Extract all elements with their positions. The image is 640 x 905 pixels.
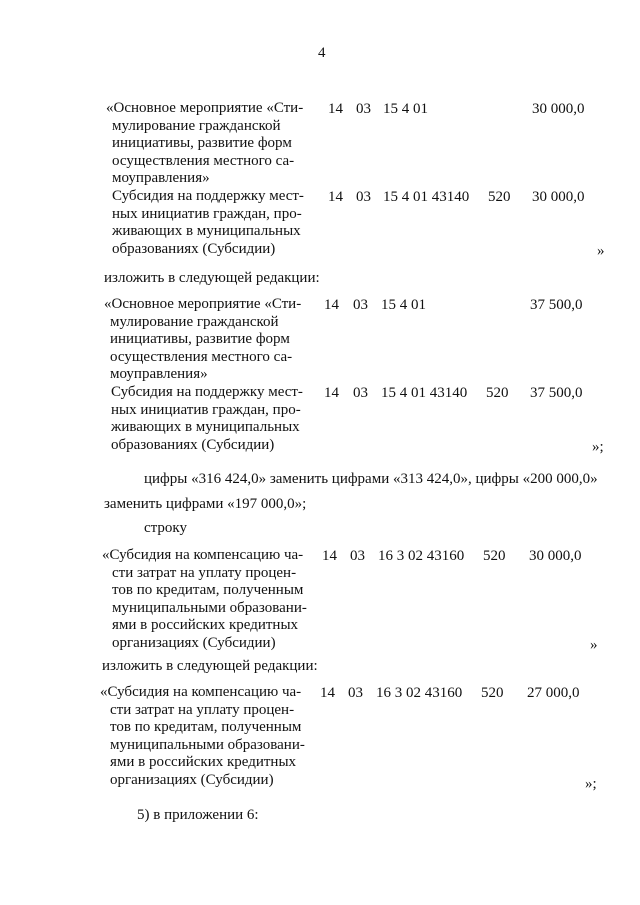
desc-line: образованиях (Субсидии): [112, 240, 276, 257]
pr-cell: 03: [353, 385, 368, 401]
desc-line: инициативы, развитие форм: [112, 135, 292, 152]
vr-cell: 520: [483, 548, 506, 564]
desc-line: моуправления»: [110, 366, 208, 383]
closing-quote: »: [597, 243, 605, 259]
desc-line: образованиях (Субсидии): [111, 436, 275, 453]
desc-line: ями в российских кредитных: [110, 754, 297, 771]
rz-cell: 14: [320, 685, 335, 701]
numbers-replacement-line1: цифры «316 424,0» заменить цифрами «313 424,0», цифры «200 000,0»: [144, 471, 598, 487]
desc-line: организациях (Субсидии): [112, 634, 276, 651]
pr-cell: 03: [350, 548, 365, 564]
csr-cell: 15 4 01 43140: [383, 189, 470, 205]
desc-line: «Субсидия на компенсацию ча-: [102, 547, 304, 563]
desc-line: ных инициатив граждан, про-: [111, 401, 301, 418]
closing-quote: »: [590, 637, 598, 653]
rz-cell: 14: [322, 548, 337, 564]
desc-line: инициативы, развитие форм: [110, 331, 290, 348]
csr-cell: 16 3 02 43160: [376, 685, 463, 701]
desc-line: «Основное мероприятие «Сти-: [104, 296, 302, 312]
pr-cell: 03: [353, 297, 368, 313]
desc-line: живающих в муниципальных: [112, 223, 301, 240]
desc-line: ями в российских кредитных: [112, 617, 299, 634]
sum-cell: 30 000,0: [532, 101, 585, 117]
sum-cell: 30 000,0: [529, 548, 582, 564]
pr-cell: 03: [356, 189, 371, 205]
appendix-heading: 5) в приложении 6:: [137, 807, 259, 823]
desc-line: осуществления местного са-: [110, 348, 293, 365]
desc-line: ных инициатив граждан, про-: [112, 205, 302, 222]
desc-line: тов по кредитам, полученным: [110, 719, 302, 736]
replace-instruction: изложить в следующей редакции:: [104, 270, 320, 286]
desc-line: мулирование гражданской: [112, 117, 281, 134]
desc-line: муниципальными образовани-: [112, 599, 307, 616]
row-desc: [111, 384, 303, 454]
desc-line: организациях (Субсидии): [110, 771, 274, 788]
sum-cell: 37 500,0: [530, 297, 583, 313]
desc-line: тов по кредитам, полученным: [112, 582, 304, 599]
row-desc: [106, 100, 303, 188]
row-desc: [112, 188, 304, 258]
row-desc: [102, 547, 307, 653]
csr-cell: 15 4 01 43140: [381, 385, 468, 401]
rz-cell: 14: [328, 101, 343, 117]
desc-line: живающих в муниципальных: [111, 419, 300, 436]
closing-quote: »;: [592, 439, 604, 455]
closing-quote: »;: [585, 776, 597, 792]
replace-instruction: изложить в следующей редакции:: [102, 658, 318, 674]
desc-line: сти затрат на уплату процен-: [112, 564, 297, 581]
rz-cell: 14: [324, 297, 339, 313]
sum-cell: 30 000,0: [532, 189, 585, 205]
csr-cell: 15 4 01: [383, 101, 428, 117]
page-number: 4: [318, 45, 326, 61]
desc-line: моуправления»: [112, 170, 210, 187]
vr-cell: 520: [486, 385, 509, 401]
pr-cell: 03: [348, 685, 363, 701]
desc-line: «Основное мероприятие «Сти-: [106, 100, 304, 116]
csr-cell: 15 4 01: [381, 297, 426, 313]
desc-line: муниципальными образовани-: [110, 736, 305, 753]
desc-line: мулирование гражданской: [110, 313, 279, 330]
vr-cell: 520: [488, 189, 511, 205]
desc-line: осуществления местного са-: [112, 152, 295, 169]
csr-cell: 16 3 02 43160: [378, 548, 465, 564]
numbers-replacement-line2: заменить цифрами «197 000,0»;: [104, 496, 307, 512]
desc-line: «Субсидия на компенсацию ча-: [100, 684, 302, 700]
vr-cell: 520: [481, 685, 504, 701]
pr-cell: 03: [356, 101, 371, 117]
desc-line: Субсидия на поддержку мест-: [111, 384, 303, 400]
sum-cell: 37 500,0: [530, 385, 583, 401]
rz-cell: 14: [324, 385, 339, 401]
row-desc: [104, 296, 301, 384]
desc-line: сти затрат на уплату процен-: [110, 701, 295, 718]
rz-cell: 14: [328, 189, 343, 205]
sum-cell: 27 000,0: [527, 685, 580, 701]
row-desc: [100, 684, 305, 790]
stroku-label: строку: [144, 520, 187, 536]
desc-line: Субсидия на поддержку мест-: [112, 188, 304, 204]
